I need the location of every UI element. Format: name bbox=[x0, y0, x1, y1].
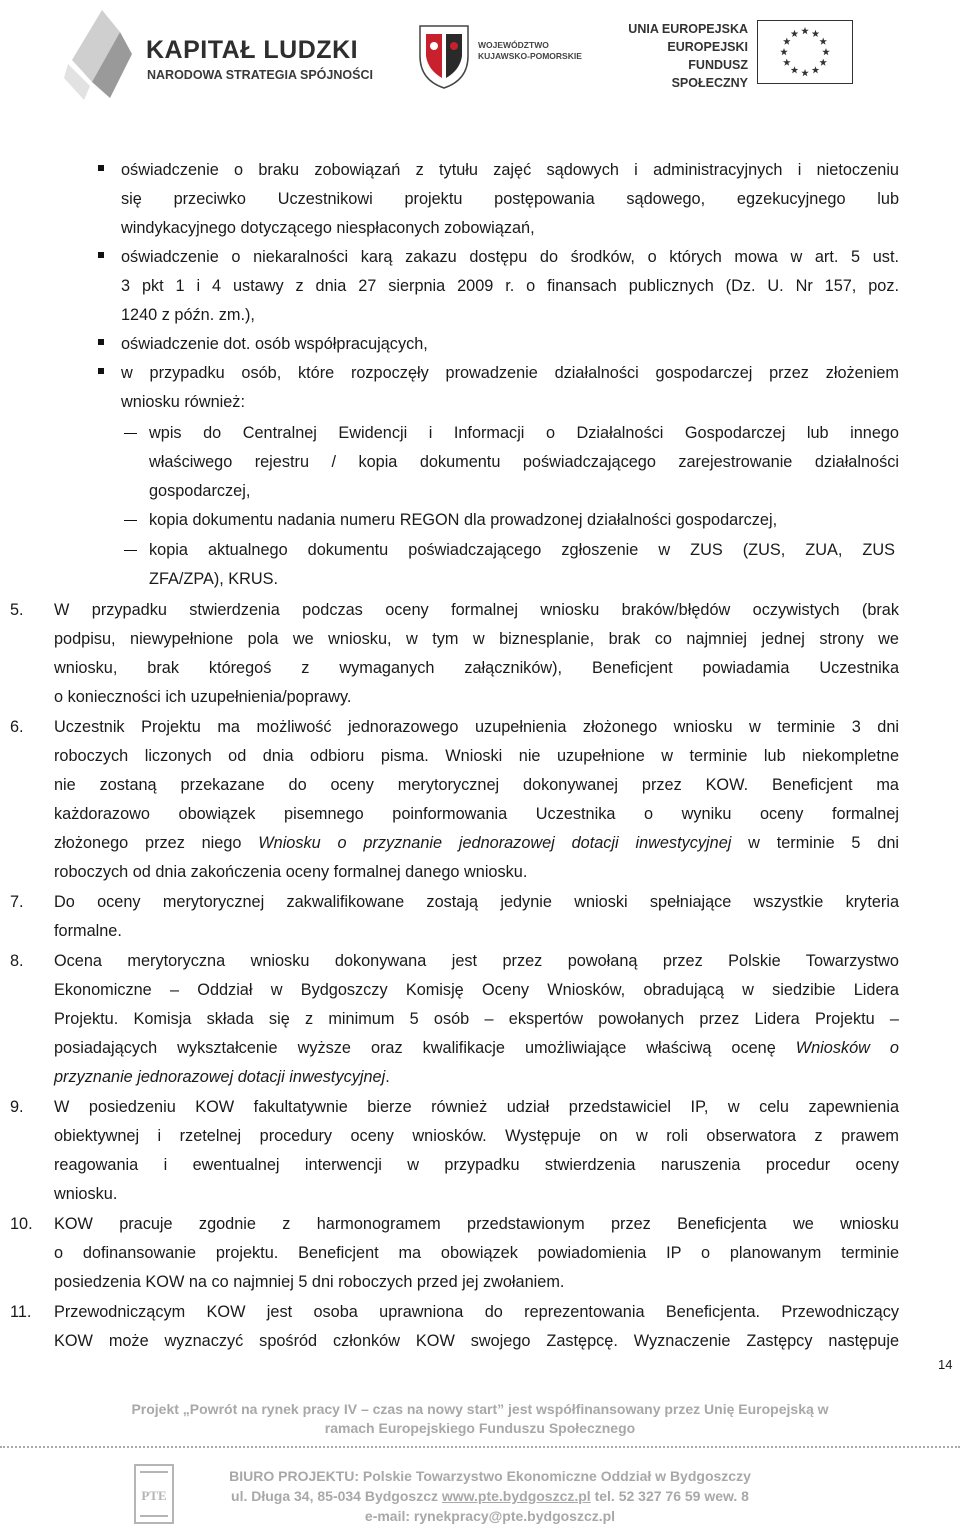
office-line: BIURO PROJEKTU: Polskie Towarzystwo Ekonomiczne Oddział w Bydgoszczy bbox=[229, 1468, 751, 1484]
list-number: 8. bbox=[10, 952, 24, 970]
text-line: KOW może wyznaczyć spośród członków KOW swojego Zastępcę. Wyznaczenie Zastępcy następuje bbox=[54, 1332, 899, 1350]
eu-stars-icon bbox=[758, 21, 852, 83]
text-line: KOW pracuje zgodnie z harmonogramem przedstawionym przez Beneficjenta we wniosku bbox=[54, 1215, 899, 1233]
text-line bbox=[54, 1038, 899, 1058]
kujawsko-pomorskie-logo bbox=[416, 20, 586, 90]
kapital-ludzki-emblem-icon bbox=[62, 2, 142, 102]
address-line bbox=[190, 1486, 790, 1506]
text-line: Ocena merytoryczna wniosku dokonywana jest przez powołaną przez Polskie Towarzystwo bbox=[54, 952, 899, 970]
list-number: 11. bbox=[10, 1303, 32, 1321]
text-line: posiedzenia KOW na co najmniej 5 dni roboczych przed jej zwołaniem. bbox=[54, 1273, 565, 1291]
text-span: w terminie 5 dni bbox=[731, 834, 899, 852]
eu-star-icon bbox=[819, 59, 827, 66]
text-line: właściwego rejestru / kopia dokumentu poświadczającego zarejestrowanie działalności bbox=[149, 453, 899, 471]
dash-icon bbox=[124, 520, 137, 521]
eu-star-icon bbox=[801, 69, 809, 76]
bullet-icon bbox=[98, 339, 104, 345]
eu-star-icon bbox=[783, 38, 791, 45]
coat-of-arms-icon bbox=[416, 20, 472, 90]
eu-star-icon bbox=[780, 48, 788, 55]
italic-title: Wniosku o przyznanie jednorazowej dotacji inwestycyjnej bbox=[258, 834, 732, 852]
eu-star-icon bbox=[819, 38, 827, 45]
text-line: ZFA/ZPA), KRUS. bbox=[149, 570, 279, 588]
text-span: złożonego przez niego bbox=[54, 834, 259, 852]
email-line[interactable]: e-mail: rynekpracy@pte.bydgoszcz.pl bbox=[364, 1508, 616, 1524]
street-address: ul. Długa 34, 85-034 Bydgoszcz bbox=[231, 1488, 442, 1504]
text-line: Do oceny merytorycznej zakwalifikowane zostają jedynie wnioski spełniające wszystkie kryteria bbox=[54, 893, 899, 911]
text-line: roboczych liczonych od dnia odbioru pisma. Wnioski nie uzupełnione w terminie lub niekompletne bbox=[54, 747, 899, 765]
eu-star-icon bbox=[812, 30, 820, 37]
text-line: oświadczenie dot. osób współpracujących, bbox=[121, 335, 428, 353]
office-address bbox=[190, 1466, 790, 1526]
footer-divider bbox=[0, 1446, 960, 1448]
text-line: wpis do Centralnej Ewidencji i Informacji o Działalności Gospodarczej lub innego bbox=[149, 424, 899, 442]
bullet-icon bbox=[98, 252, 104, 258]
page-header bbox=[0, 0, 960, 110]
kapital-ludzki-title: KAPITAŁ LUDZKI bbox=[146, 36, 359, 64]
text-line: obiektywnej i rzetelnej procedury oceny wniosków. Występuje on w roli obserwatora z prawem bbox=[54, 1127, 899, 1145]
text-line: kopia aktualnego dokumentu poświadczającego zgłoszenie w ZUS (ZUS, ZUA, ZUS bbox=[149, 541, 895, 559]
eu-line-2: EUROPEJSKI bbox=[667, 40, 748, 54]
text-line: oświadczenie o niekaralności karą zakazu dostępu do środków, o których mowa w art. 5 ust. bbox=[121, 248, 899, 266]
list-number: 7. bbox=[10, 893, 24, 911]
eu-flag-icon bbox=[757, 20, 853, 84]
eu-star-icon bbox=[822, 48, 830, 55]
text-line: W przypadku stwierdzenia podczas oceny formalnej wniosku braków/błędów oczywistych (brak bbox=[54, 601, 899, 619]
website-link[interactable]: www.pte.bydgoszcz.pl bbox=[441, 1488, 591, 1504]
eu-star-icon bbox=[791, 66, 799, 73]
text-line: 1240 z późn. zm.), bbox=[121, 306, 255, 324]
text-line: wniosku. bbox=[54, 1185, 118, 1203]
eu-line-3: FUNDUSZ SPOŁECZNY bbox=[671, 58, 748, 90]
text-line: wniosku, brak któregoś z wymaganych załączników), Beneficjent powiadamia Uczestnika bbox=[54, 659, 899, 677]
text-line: roboczych od dnia zakończenia oceny formalnej danego wniosku. bbox=[54, 863, 528, 881]
eu-star-icon bbox=[783, 59, 791, 66]
list-number: 9. bbox=[10, 1098, 24, 1116]
bullet-icon bbox=[98, 368, 104, 374]
kapital-ludzki-subtitle: NARODOWA STRATEGIA SPÓJNOŚCI bbox=[147, 68, 373, 82]
text-line: się przeciwko Uczestnikowi projektu postępowania sądowego, egzekucyjnego lub bbox=[121, 190, 899, 208]
eu-star-icon bbox=[812, 66, 820, 73]
text-line bbox=[54, 833, 899, 853]
text-line: 3 pkt 1 i 4 ustawy z dnia 27 sierpnia 2009 r. o finansach publicznych (Dz. U. Nr 157, poz. bbox=[121, 277, 899, 295]
list-number: 5. bbox=[10, 601, 24, 619]
italic-title: przyznanie jednorazowej dotacji inwestycyjnej bbox=[54, 1068, 386, 1086]
text-line: kopia dokumentu nadania numeru REGON dla prowadzonej działalności gospodarczej, bbox=[149, 511, 778, 529]
project-funding-note bbox=[0, 1400, 960, 1438]
text-line bbox=[54, 1067, 390, 1087]
text-line: podpisu, niewypełnione pola we wniosku, w tym w biznesplanie, brak co najmniej jednej strony we bbox=[54, 630, 899, 648]
text-line: reagowania i ewentualnej interwencji w przypadku stwierdzenia naruszenia procedur oceny bbox=[54, 1156, 899, 1174]
dash-icon bbox=[124, 433, 137, 434]
unia-europejska-logo bbox=[612, 14, 857, 90]
eu-text bbox=[620, 20, 748, 92]
text-line: W posiedzeniu KOW fakultatywnie bierze również udział przedstawiciel IP, w celu zapewnienia bbox=[54, 1098, 899, 1116]
text-span: posiadających wykształcenie wyższe oraz kwalifikacje umożliwiające właściwą ocenę bbox=[54, 1039, 796, 1057]
text-line: formalne. bbox=[54, 922, 122, 940]
eu-line-1: UNIA EUROPEJSKA bbox=[628, 22, 748, 36]
bullet-icon bbox=[98, 165, 104, 171]
text-line: Projektu. Komisja składa się z minimum 5 osób – ekspertów powołanych przez Lidera Projektu – bbox=[54, 1010, 899, 1028]
text-line: o konieczności ich uzupełnienia/poprawy. bbox=[54, 688, 352, 706]
text-line: Ekonomiczne – Oddział w Bydgoszczy Komisję Oceny Wniosków, obradującą w siedzibie Lidera bbox=[54, 981, 899, 999]
phone-number: tel. 52 327 76 59 wew. 8 bbox=[590, 1488, 749, 1504]
text-line: wniosku również: bbox=[121, 393, 245, 411]
list-number: 10. bbox=[10, 1215, 33, 1233]
text-line: gospodarczej, bbox=[149, 482, 251, 500]
text-line: Przewodniczącym KOW jest osoba uprawniona do reprezentowania Beneficjenta. Przewodniczący bbox=[54, 1303, 899, 1321]
text-line: każdorazowo obowiązek pisemnego poinformowania Uczestnika o wyniku oceny formalnej bbox=[54, 805, 899, 823]
text-span: . bbox=[385, 1068, 390, 1086]
text-line: windykacyjnego dotyczącego niespłaconych zobowiązań, bbox=[121, 219, 535, 237]
pte-logo-text: PTE bbox=[141, 1488, 167, 1503]
kapital-ludzki-logo bbox=[62, 2, 372, 104]
text-line: Uczestnik Projektu ma możliwość jednorazowego uzupełnienia złożonego wniosku w terminie 3 dni bbox=[54, 718, 899, 736]
pte-emblem-icon bbox=[132, 1462, 176, 1526]
italic-title: Wniosków o bbox=[795, 1039, 899, 1057]
text-line: o dofinansowanie projektu. Beneficjent ma obowiązek powiadomienia IP o planowanym terminie bbox=[54, 1244, 899, 1262]
kp-line-2: KUJAWSKO-POMORSKIE bbox=[478, 51, 582, 61]
page-number: 14 bbox=[938, 1357, 953, 1372]
kujawsko-pomorskie-text bbox=[478, 40, 582, 62]
pte-logo bbox=[132, 1462, 176, 1526]
dash-icon bbox=[124, 550, 137, 551]
project-line-1: Projekt „Powrót na rynek pracy IV – czas na nowy start” jest współfinansowany przez Unię Europejską w bbox=[131, 1401, 829, 1417]
eu-star-icon bbox=[791, 30, 799, 37]
list-number: 6. bbox=[10, 718, 24, 736]
text-line: oświadczenie o braku zobowiązań z tytułu zajęć sądowych i administracyjnych i nietoczeniu bbox=[121, 161, 899, 179]
text-line: w przypadku osób, które rozpoczęły prowadzenie działalności gospodarczej przez złożeniem bbox=[121, 364, 899, 382]
project-line-2: ramach Europejskiego Funduszu Społecznego bbox=[324, 1420, 636, 1436]
kp-line-1: WOJEWÓDZTWO bbox=[478, 40, 549, 50]
eu-star-icon bbox=[801, 27, 809, 34]
text-line: nie zostaną przekazane do oceny merytorycznej dokonywanej przez KOW. Beneficjent ma bbox=[54, 776, 899, 794]
